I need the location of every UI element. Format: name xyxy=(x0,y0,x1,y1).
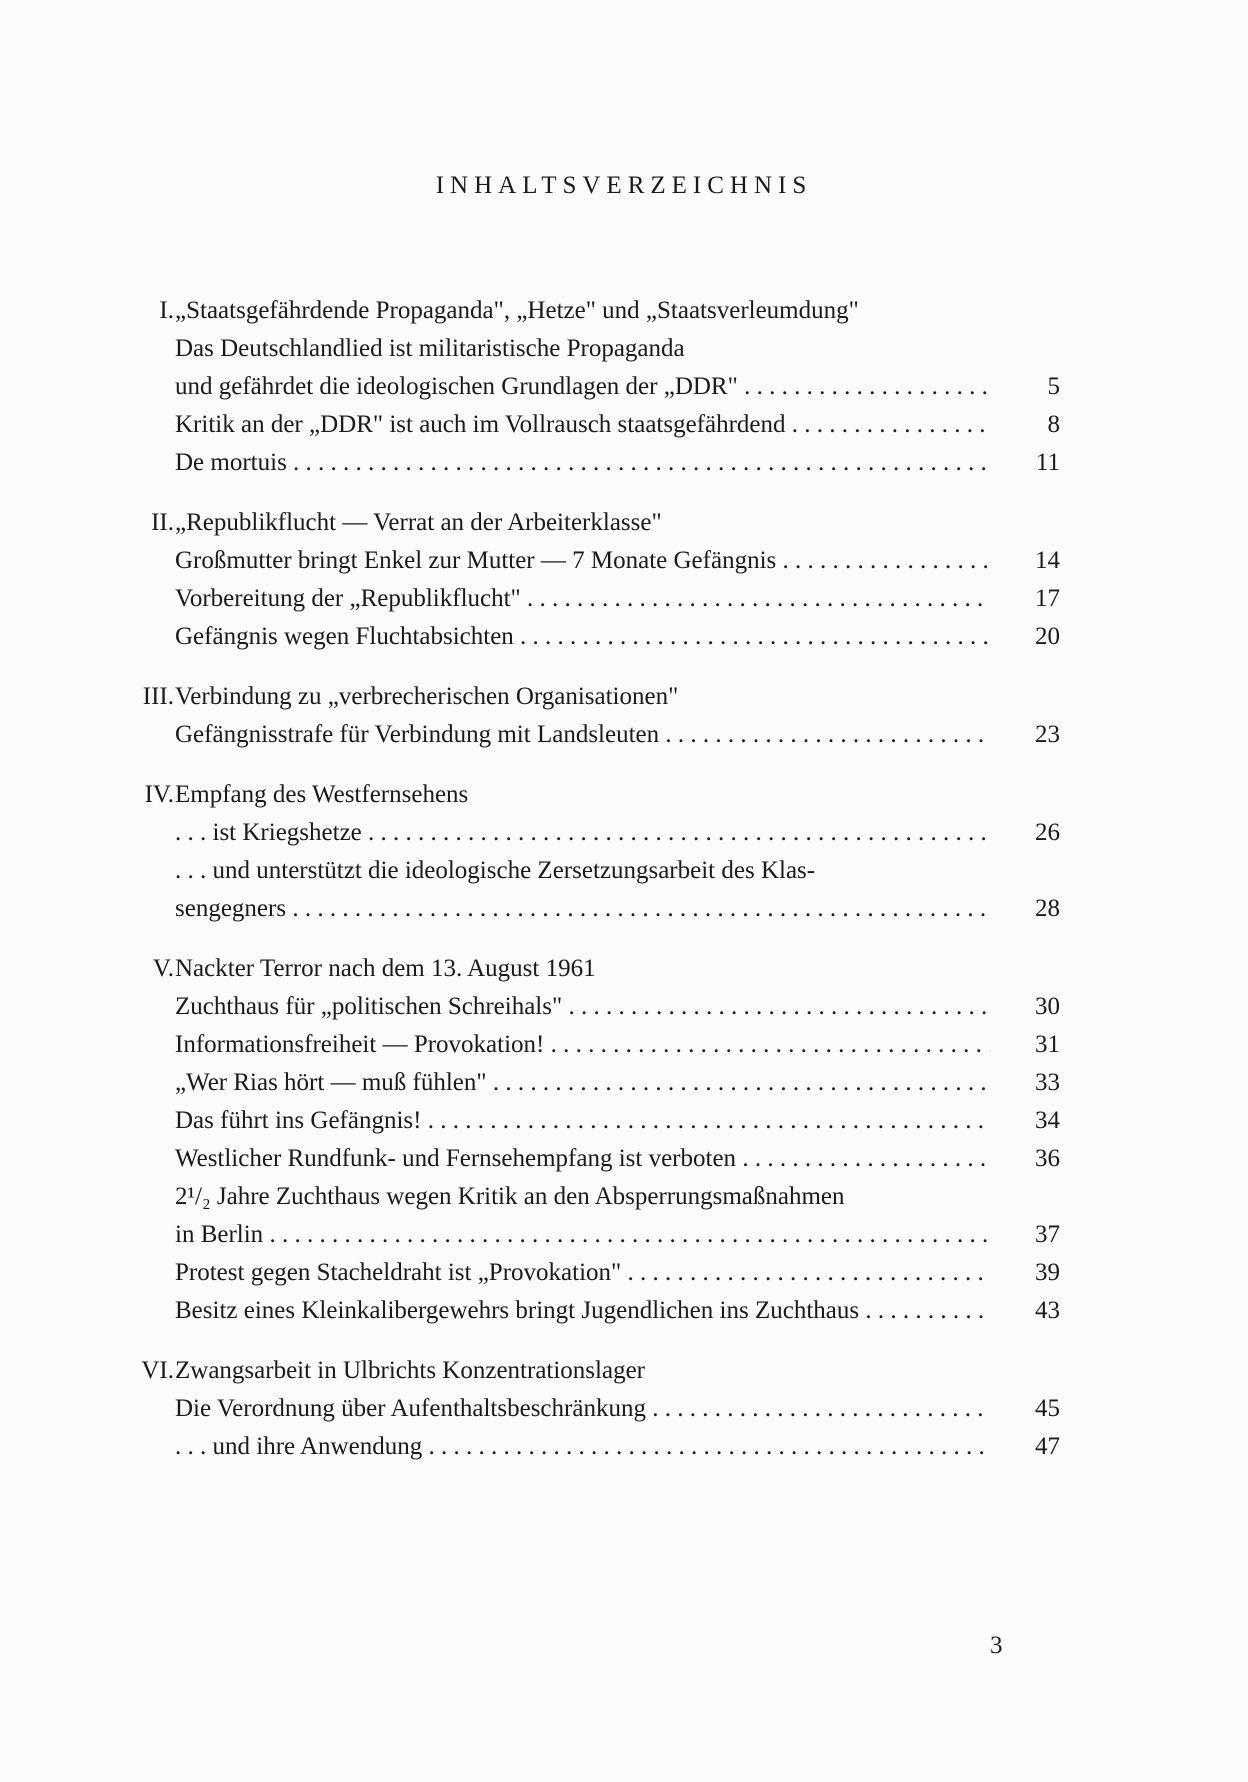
entry-page-number: 39 xyxy=(1035,1259,1060,1286)
entry-page-number: 8 xyxy=(1047,411,1060,438)
section-heading xyxy=(130,678,1060,716)
toc-entry xyxy=(130,1292,1060,1330)
entry-page-number: 17 xyxy=(1035,585,1060,612)
entry-title: Die Verordnung über Aufenthaltsbeschränkung . . . xyxy=(175,1390,990,1428)
toc-entry xyxy=(130,444,1060,482)
entry-title: Gefängnisstrafe für Verbindung mit Landsleuten . . . xyxy=(175,716,990,754)
page-title: INHALTSVERZEICHNIS xyxy=(435,172,813,199)
section-heading xyxy=(130,504,1060,542)
toc-entry xyxy=(130,618,1060,656)
entry-page-number: 47 xyxy=(1035,1433,1060,1460)
toc-section xyxy=(130,504,1060,656)
entry-title: Zuchthaus für „politischen Schreihals" . . . xyxy=(175,988,990,1026)
section-heading xyxy=(130,292,1060,330)
toc-entry xyxy=(130,1428,1060,1466)
entry-page-number: 31 xyxy=(1035,1031,1060,1058)
entry-title: Vorbereitung der „Republikflucht" . . . xyxy=(175,580,990,618)
section-number: II. xyxy=(151,509,174,536)
entry-title: 2¹/₂ Jahre Zuchthaus wegen Kritik an den Absperrungsmaßnahmen xyxy=(175,1183,845,1210)
entry-page-number: 14 xyxy=(1035,547,1060,574)
entry-page-number: 45 xyxy=(1035,1395,1060,1422)
entry-title: Gefängnis wegen Fluchtabsichten . . . xyxy=(175,618,990,656)
entry-title: „Wer Rias hört — muß fühlen" . . . xyxy=(175,1064,990,1102)
entry-title: . . . und unterstützt die ideologische Zersetzungsarbeit des Klas- xyxy=(175,857,816,884)
page-number: 3 xyxy=(990,1632,1003,1659)
toc-entry xyxy=(130,1140,1060,1178)
section-title: „Staatsgefährdende Propaganda", „Hetze" und „Staatsverleumdung" xyxy=(175,297,859,324)
entry-page-number: 43 xyxy=(1035,1297,1060,1324)
toc-entry xyxy=(130,368,1060,406)
entry-title: Großmutter bringt Enkel zur Mutter — 7 Monate Gefängnis . . . xyxy=(175,542,990,580)
entry-page-number: 26 xyxy=(1035,819,1060,846)
section-heading xyxy=(130,950,1060,988)
entry-page-number: 37 xyxy=(1035,1221,1060,1248)
entry-page-number: 36 xyxy=(1035,1145,1060,1172)
toc-entry xyxy=(130,1178,1060,1216)
section-title: Verbindung zu „verbrecherischen Organisationen" xyxy=(175,683,679,710)
entry-title: Protest gegen Stacheldraht ist „Provokation" . . . xyxy=(175,1254,990,1292)
toc-section xyxy=(130,776,1060,928)
toc-entry xyxy=(130,988,1060,1026)
toc-entry xyxy=(130,330,1060,368)
toc-entry xyxy=(130,1390,1060,1428)
entry-page-number: 20 xyxy=(1035,623,1060,650)
entry-title: Kritik an der „DDR" ist auch im Vollrausch staatsgefährdend . . . xyxy=(175,406,990,444)
toc-entry xyxy=(130,1216,1060,1254)
toc-section xyxy=(130,678,1060,754)
entry-title: De mortuis . . . xyxy=(175,444,990,482)
entry-title: . . . ist Kriegshetze . . . xyxy=(175,814,990,852)
section-number: VI. xyxy=(141,1357,174,1384)
toc-entry xyxy=(130,716,1060,754)
toc-entry xyxy=(130,1254,1060,1292)
entry-page-number: 34 xyxy=(1035,1107,1060,1134)
entry-title: sengegners . . . xyxy=(175,890,990,928)
entry-page-number: 23 xyxy=(1035,721,1060,748)
toc-entry xyxy=(130,406,1060,444)
section-title: Zwangsarbeit in Ulbrichts Konzentrationslager xyxy=(175,1357,645,1384)
table-of-contents xyxy=(130,292,1060,1488)
toc-section xyxy=(130,292,1060,482)
section-title: Empfang des Westfernsehens xyxy=(175,781,469,808)
entry-title: Das führt ins Gefängnis! . . . xyxy=(175,1102,990,1140)
entry-page-number: 33 xyxy=(1035,1069,1060,1096)
entry-title: Besitz eines Kleinkalibergewehrs bringt Jugendlichen ins Zuchthaus . . . xyxy=(175,1292,990,1330)
toc-entry xyxy=(130,890,1060,928)
entry-title: Westlicher Rundfunk- und Fernsehempfang ist verboten . . . xyxy=(175,1140,990,1178)
toc-entry xyxy=(130,542,1060,580)
section-number: I. xyxy=(159,297,174,324)
section-heading xyxy=(130,776,1060,814)
section-number: IV. xyxy=(144,781,174,808)
entry-page-number: 28 xyxy=(1035,895,1060,922)
toc-entry xyxy=(130,1026,1060,1064)
toc-section xyxy=(130,1352,1060,1466)
section-title: „Republikflucht — Verrat an der Arbeiterklasse" xyxy=(175,509,662,536)
toc-entry xyxy=(130,1064,1060,1102)
toc-entry xyxy=(130,814,1060,852)
toc-entry xyxy=(130,580,1060,618)
toc-entry xyxy=(130,852,1060,890)
section-title: Nackter Terror nach dem 13. August 1961 xyxy=(175,955,596,982)
toc-section xyxy=(130,950,1060,1330)
entry-page-number: 30 xyxy=(1035,993,1060,1020)
toc-entry xyxy=(130,1102,1060,1140)
entry-title: Das Deutschlandlied ist militaristische Propaganda xyxy=(175,335,685,362)
entry-page-number: 11 xyxy=(1035,449,1060,476)
entry-title: Informationsfreiheit — Provokation! . . . xyxy=(175,1026,990,1064)
entry-title: . . . und ihre Anwendung . . . xyxy=(175,1428,990,1466)
section-heading xyxy=(130,1352,1060,1390)
entry-title: in Berlin . . . xyxy=(175,1216,990,1254)
section-number: III. xyxy=(142,683,174,710)
entry-title: und gefährdet die ideologischen Grundlagen der „DDR" . . . xyxy=(175,368,990,406)
entry-page-number: 5 xyxy=(1047,373,1060,400)
section-number: V. xyxy=(152,955,174,982)
